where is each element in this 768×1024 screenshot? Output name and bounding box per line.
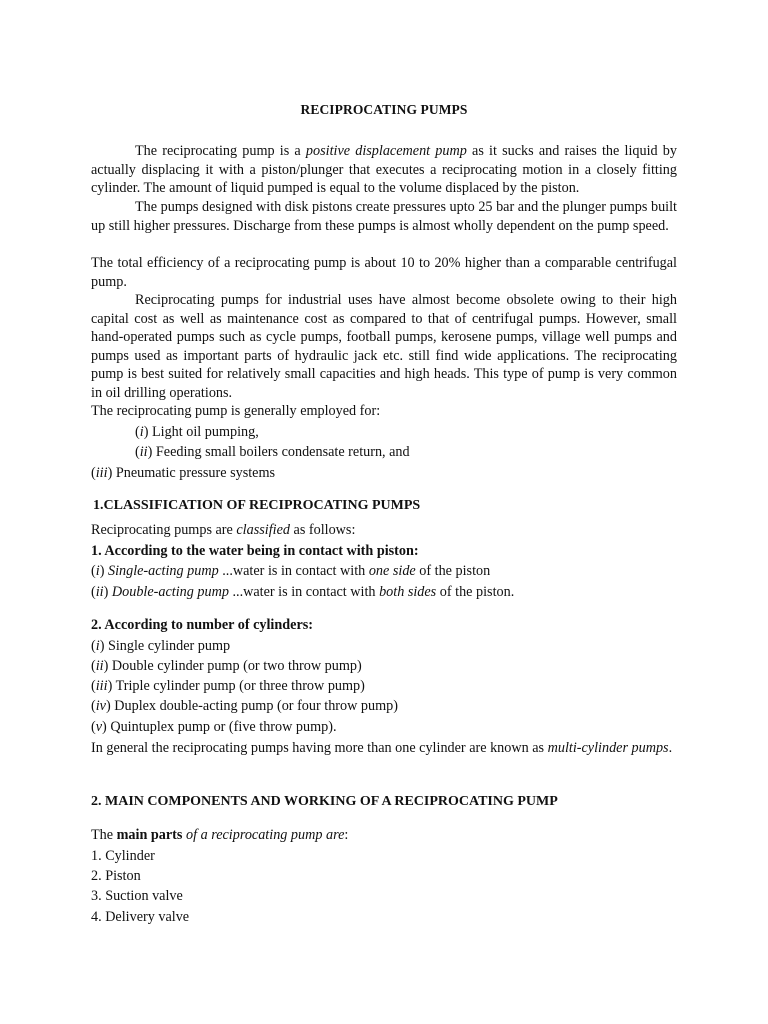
item-numeral: v — [95, 719, 103, 735]
subheading-cylinders — [91, 616, 677, 635]
components-lead-colon: : — [344, 827, 349, 843]
multi-cylinder-note-end: . — [668, 740, 673, 756]
cylinder-item: (iv) Duplex double-acting pump (or four throw pump) — [91, 698, 398, 714]
components-lead — [91, 826, 677, 845]
section-heading-classification: 1.CLASSIFICATION OF RECIPROCATING PUMPS — [93, 498, 421, 513]
item-numeral: iii — [95, 678, 108, 694]
classification-item: (i) Single-acting pump ...water is in contact with one side of the piston — [91, 563, 491, 579]
item-text: ) Single cylinder pump — [99, 638, 231, 654]
components-lead-text: The — [91, 827, 117, 843]
intro-p1-text-b: as it sucks and raises the liquid by actually displacing it with a piston/plunger that executes a reciprocating motion in a closely fitting cylinder. The amount of liquid pumped is equal to the volume displaced by the piston. — [91, 143, 677, 197]
item-emphasis: both sides — [379, 584, 437, 600]
subheading-water-contact — [91, 542, 677, 561]
item-term: Single-acting pump — [107, 563, 219, 579]
page-title: RECIPROCATING PUMPS — [300, 102, 468, 117]
cylinder-item: (v) Quintuplex pump or (five throw pump). — [91, 719, 337, 735]
classification-lead — [91, 521, 677, 540]
intro-paragraph-3: The total efficiency of a reciprocating pump is about 10 to 20% higher than a comparable centrifugal pump. — [91, 255, 677, 290]
intro-paragraph-5: The reciprocating pump is generally employed for: — [91, 403, 381, 419]
item-numeral: ii — [95, 584, 104, 600]
use-item-text: ) Feeding small boilers condensate return, and — [147, 444, 410, 460]
item-numeral: i — [95, 563, 100, 579]
item-text-end: of the piston — [415, 563, 491, 579]
use-item-numeral: i — [139, 424, 144, 440]
use-item-numeral: ii — [139, 444, 148, 460]
use-item: (i) Light oil pumping, — [135, 424, 259, 440]
classification-lead-emphasis: classified — [236, 522, 290, 538]
item-text: ) Double cylinder pump (or two throw pump) — [103, 658, 362, 674]
item-term: Double-acting pump — [111, 584, 229, 600]
classification-lead-text-a: Reciprocating pumps are — [91, 522, 237, 538]
subheading-cylinders-text: 2. According to number of cylinders: — [91, 617, 313, 633]
intro-p1-emphasis: positive displacement pump — [305, 143, 467, 159]
use-item: (ii) Feeding small boilers condensate return, and — [135, 444, 410, 460]
multi-cylinder-note-emphasis: multi-cylinder pumps — [547, 740, 669, 756]
components-lead-bold: main parts — [116, 827, 183, 843]
use-item-numeral: iii — [95, 465, 108, 481]
cylinder-item: (iii) Triple cylinder pump (or three throw pump) — [91, 678, 365, 694]
use-item-text: ) Pneumatic pressure systems — [107, 465, 276, 481]
subheading-water-contact-text: 1. According to the water being in contact with piston: — [91, 543, 419, 559]
classification-item: (ii) Double-acting pump ...water is in contact with both sides of the piston. — [91, 584, 515, 600]
cylinder-item: (ii) Double cylinder pump (or two throw pump) — [91, 658, 362, 674]
multi-cylinder-note-text: In general the reciprocating pumps having more than one cylinder are known as — [91, 740, 548, 756]
intro-p1-text-a: The reciprocating pump is a — [135, 143, 306, 159]
item-text: ...water is in contact with — [228, 584, 380, 600]
classification-lead-text-b: as follows: — [289, 522, 356, 538]
component-item: 1. Cylinder — [91, 848, 155, 864]
use-item: (iii) Pneumatic pressure systems — [91, 465, 276, 481]
component-item: 2. Piston — [91, 868, 141, 884]
components-lead-emphasis: of a reciprocating pump are — [182, 827, 345, 843]
item-numeral: ii — [95, 658, 104, 674]
section-heading-components: 2. MAIN COMPONENTS AND WORKING OF A RECIPROCATING PUMP — [91, 794, 558, 809]
item-text: ) Triple cylinder pump (or three throw pump) — [107, 678, 365, 694]
item-numeral: iv — [95, 698, 106, 714]
item-text: ...water is in contact with — [218, 563, 369, 579]
intro-paragraph-1 — [91, 142, 677, 198]
item-text: ) Duplex double-acting pump (or four throw pump) — [105, 698, 398, 714]
item-emphasis: one side — [368, 563, 416, 579]
multi-cylinder-note — [91, 739, 677, 758]
component-item: 4. Delivery valve — [91, 909, 190, 925]
component-item: 3. Suction valve — [91, 888, 183, 904]
intro-paragraph-4: Reciprocating pumps for industrial uses have almost become obsolete owing to their high capital cost as well as maintenance cost as compared to that of centrifugal pumps. However, small hand-operated pumps such as cycle pumps, football pumps, kerosene pumps, village well pumps and pumps used as important parts of hydraulic jack etc. still find wide applications. The reciprocating pump is best suited for relatively small capacities and high heads. This type of pump is very common in oil drilling operations. — [91, 292, 677, 401]
cylinder-item: (i) Single cylinder pump — [91, 638, 231, 654]
item-text-end: of the piston. — [436, 584, 515, 600]
use-item-text: ) Light oil pumping, — [143, 424, 259, 440]
item-text: ) Quintuplex pump or (five throw pump). — [102, 719, 337, 735]
item-numeral: i — [95, 638, 100, 654]
intro-paragraph-2: The pumps designed with disk pistons create pressures upto 25 bar and the plunger pumps built up still higher pressures. Discharge from these pumps is almost wholly dependent on the pump speed. — [91, 199, 677, 234]
